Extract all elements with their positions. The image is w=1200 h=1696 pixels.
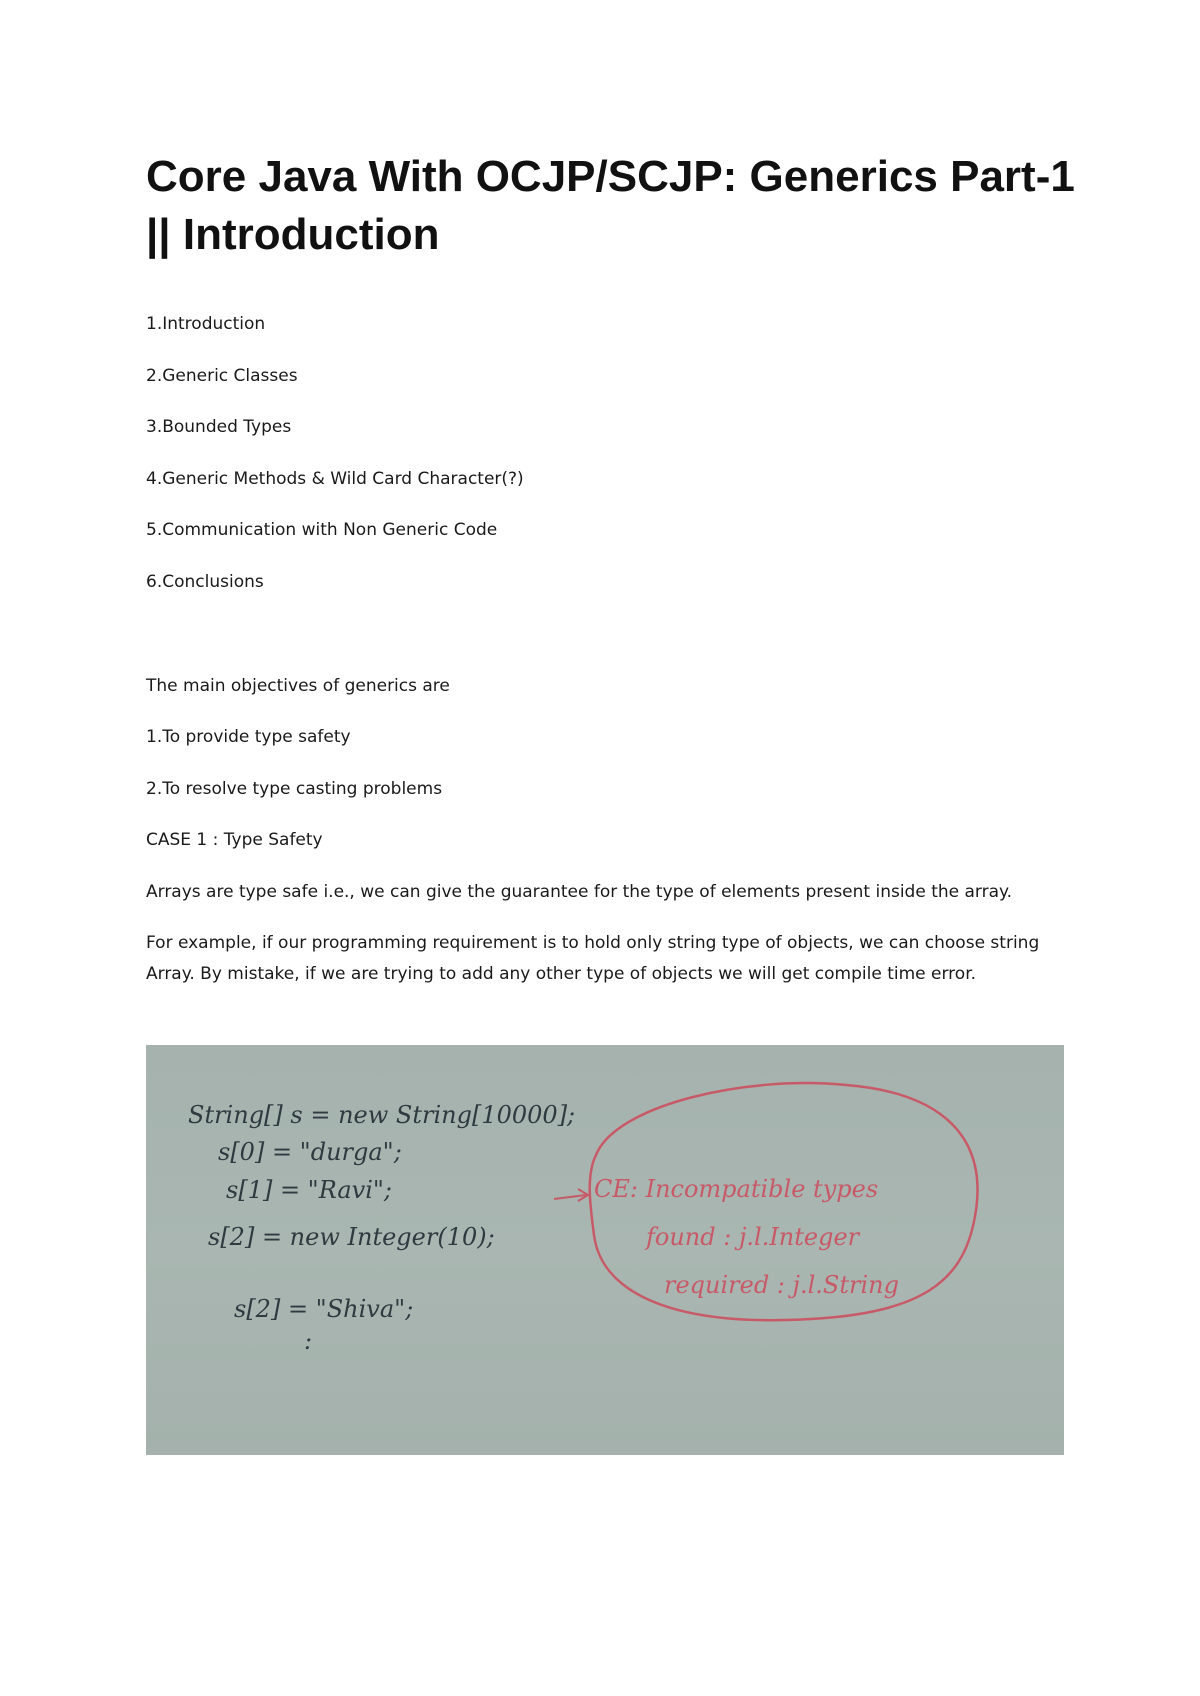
page-title: Core Java With OCJP/SCJP: Generics Part-1 || Introduction: [146, 152, 1075, 259]
code-line: s[1] = "Ravi";: [226, 1176, 393, 1204]
error-line: CE: Incompatible types: [594, 1175, 879, 1203]
toc-item: 6.Conclusions: [146, 571, 264, 592]
paragraph: For example, if our programming requirement is to hold only string type of objects, we can choose string Array. By mistake, if we are trying to add any other type of objects we will get compile time error.: [146, 933, 1040, 984]
code-line: s[2] = "Shiva";: [234, 1295, 414, 1323]
code-line: String[] s = new String[10000];: [188, 1101, 576, 1129]
objective-item: 2.To resolve type casting problems: [146, 779, 443, 799]
toc-item: 3.Bounded Types: [146, 417, 292, 437]
table-of-contents: [146, 312, 524, 621]
error-line: required : j.l.String: [664, 1271, 899, 1299]
objectives-heading: The main objectives of generics are: [146, 676, 450, 696]
whiteboard-image: [146, 1045, 1064, 1455]
code-line: s[0] = "durga";: [218, 1138, 402, 1166]
toc-item: 4.Generic Methods & Wild Card Character(?): [146, 468, 524, 489]
code-line: :: [304, 1327, 313, 1355]
toc-item: 5.Communication with Non Generic Code: [146, 520, 498, 540]
paragraph: Arrays are type safe i.e., we can give the guarantee for the type of elements present inside the array.: [146, 882, 1013, 902]
objective-item: 1.To provide type safety: [146, 727, 351, 747]
error-line: found : j.l.Integer: [646, 1223, 860, 1251]
toc-item: 2.Generic Classes: [146, 365, 298, 386]
case-heading: CASE 1 : Type Safety: [146, 830, 323, 850]
code-line: s[2] = new Integer(10);: [208, 1223, 495, 1251]
toc-item: 1.Introduction: [146, 314, 266, 334]
whiteboard-drawing: [146, 1045, 1064, 1455]
